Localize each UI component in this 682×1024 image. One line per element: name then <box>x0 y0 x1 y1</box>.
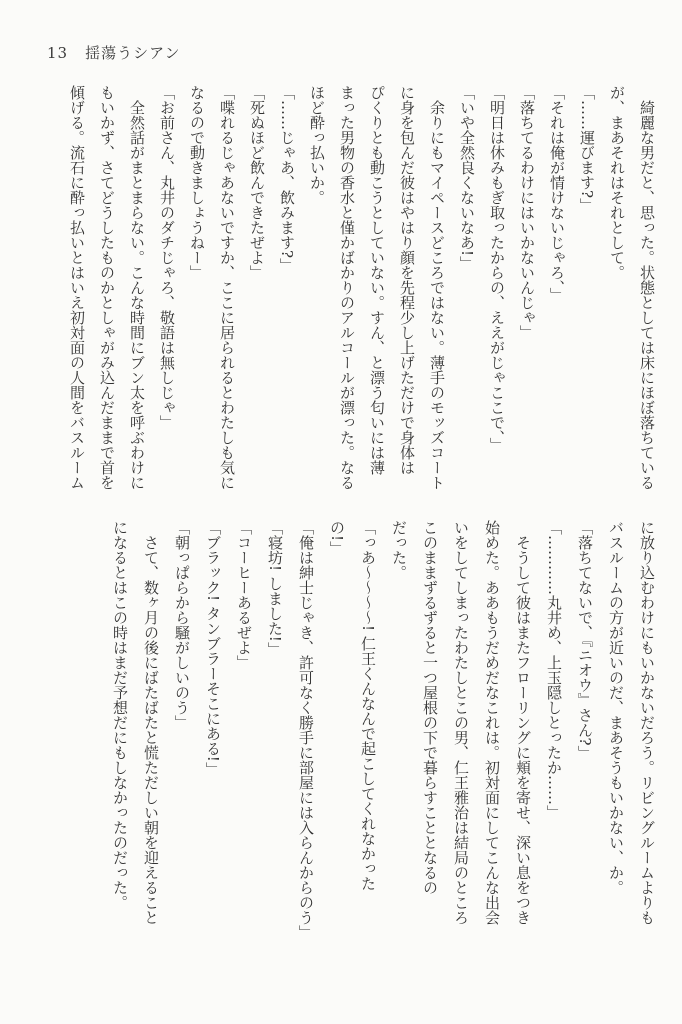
text-line: 「っあ〜〜〜〜! 仁王くんなんで起こしてくれなかった <box>359 520 377 891</box>
text-line: バスルームの方が近いのだ、まあそうもいかない、か。 <box>607 520 625 895</box>
text-line: 「喋れるじゃあないですか、ここに居られるとわたしも気に <box>218 85 236 490</box>
text-line: 余りにもマイペースどころではない。薄手のモッズコート <box>428 100 446 490</box>
text-line: の!」 <box>328 520 346 557</box>
text-line: 「お前さん、丸井のダチじゃろ、敬語は無しじゃ」 <box>158 85 176 430</box>
text-line: このままずるずると一つ屋根の下で暮らすこととなるの <box>421 520 439 895</box>
text-line: 「……じゃあ、飲みます?」 <box>278 85 296 274</box>
text-line: に放り込むわけにもいかないだろう。リビングルームよりも <box>638 520 656 925</box>
text-line: 「死ぬほど飲んできたぜよ」 <box>248 85 266 280</box>
text-line: まった男物の香水と僅かばかりのアルコールが漂った。なる <box>338 85 356 490</box>
text-line: 始めた。ああもうだめだなこれは。初対面にしてこんな出会 <box>483 520 501 925</box>
text-line: 「それは俺が情けないじゃろ、」 <box>548 85 566 303</box>
text-line: 「ブラック! タンブラーそこにある!」 <box>204 520 222 777</box>
text-line: 傾げる。流石に酔っ払いとはいえ初対面の人間をバスルーム <box>68 85 86 490</box>
text-line: 「朝っぱらから騒がしいのう」 <box>173 520 191 730</box>
text-line: 「落ちてないで、『ニオウ』さん?」 <box>576 520 594 761</box>
text-line: 綺麗な男だと、思った。状態としては床にほぼ落ちている <box>638 100 656 490</box>
text-line: 「俺は紳士じゃき、許可なく勝手に部屋には入らんからのう」 <box>297 520 315 940</box>
text-line: 「…………丸井め、上玉隠しとったか……」 <box>545 520 563 820</box>
page-header <box>47 42 181 63</box>
text-line: なるので動きましょうねー」 <box>188 85 206 280</box>
text-block-bottom <box>104 520 662 962</box>
text-line: 「いや全然良くないなあ!」 <box>458 85 476 272</box>
text-line: ほど酔っ払いか。 <box>308 85 326 205</box>
page-title: 揺蕩うシアン <box>85 44 181 62</box>
text-line: 「コーヒーあるぜよ」 <box>235 520 253 670</box>
text-line: に身を包んだ彼はやはり顔を先程少し上げただけで身体は <box>398 85 416 475</box>
text-line: が、まあそれはそれとして。 <box>608 85 626 280</box>
text-line: もいかず、さてどうしたものかとしゃがみ込んだままで首を <box>98 85 116 490</box>
text-line: 「明日は休みもぎ取ったからの、ええがじゃここで、」 <box>488 85 506 453</box>
text-block-top <box>62 85 662 507</box>
text-line: 「寝坊! しました!」 <box>266 520 284 657</box>
page-number: 13 <box>47 44 69 62</box>
text-line: 「落ちてるわけにはいかないんじゃ」 <box>518 85 536 340</box>
text-line: そうして彼はまたフローリングに頬を寄せ、深い息をつき <box>514 535 532 925</box>
text-line: いをしてしまったわたしとこの男、仁王雅治は結局のところ <box>452 520 470 925</box>
text-line: だった。 <box>390 520 408 580</box>
text-line: さて、数ヶ月の後にばたばたと慌ただしい朝を迎えること <box>142 535 160 925</box>
text-line: ぴくりとも動こうとしていない。すん、と漂う匂いには薄 <box>368 85 386 475</box>
text-line: になるとはこの時はまだ予想だにもしなかったのだった。 <box>111 520 129 910</box>
text-line: 全然話がまとまらない。こんな時間にブン太を呼ぶわけに <box>128 100 146 490</box>
text-line: 「……運びます?」 <box>578 85 596 214</box>
